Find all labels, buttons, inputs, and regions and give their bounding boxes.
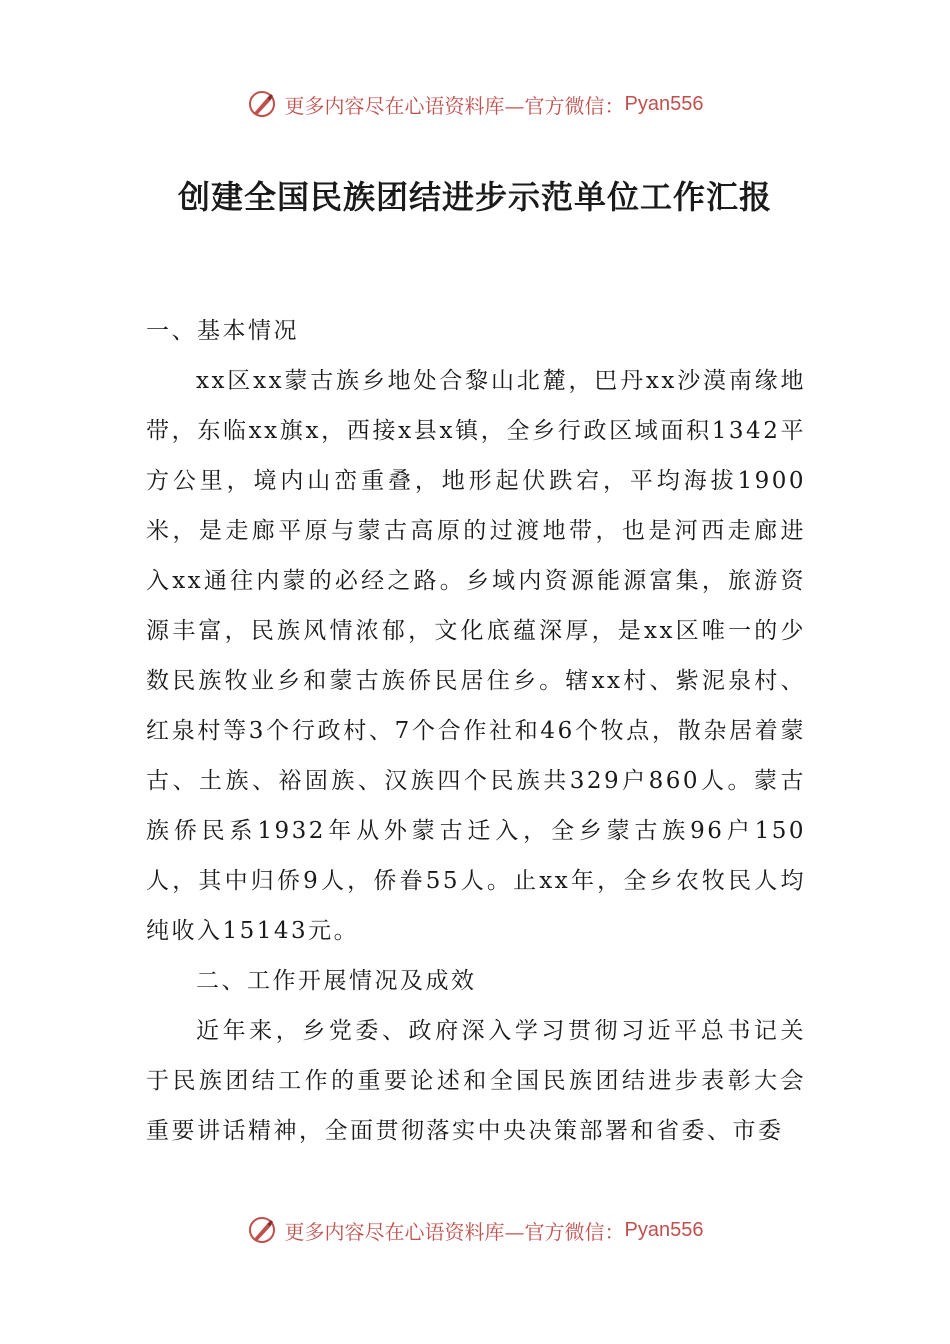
paragraph-work-progress: 近年来，乡党委、政府深入学习贯彻习近平总书记关于民族团结工作的重要论述和全国民族团结进步表彰大会重要讲话精神，全面贯彻落实中央决策部署和省委、市委	[146, 1018, 806, 1144]
watermark-wechat-id: Pyan556	[624, 1218, 704, 1241]
document-title: 创建全国民族团结进步示范单位工作汇报	[177, 178, 772, 216]
document-body	[146, 306, 806, 1156]
paragraph-basic-info: xx区xx蒙古族乡地处合黎山北麓，巴丹xx沙漠南缘地带，东临xx旗x，西接x县x镇，全乡行政区域面积1342平方公里，境内山峦重叠，地形起伏跌宕，平均海拔1900米，是走廊平原与蒙古高原的过渡地带，也是河西走廊进入xx通往内蒙的必经之路。乡域内资源能源富集，旅游资源丰富，民族风情浓郁，文化底蕴深厚，是xx区唯一的少数民族牧业乡和蒙古族侨民居住乡。辖xx村、紫泥泉村、红泉村等3个行政村、7个合作社和46个牧点，散杂居着蒙古、土族、裕固族、汉族四个民族共329户860人。蒙古族侨民系1932年从外蒙古迁入，全乡蒙古族96户150人，其中归侨9人，侨眷55人。止xx年，全乡农牧民人均纯收入15143元。	[146, 368, 806, 944]
watermark-header	[0, 86, 950, 122]
watermark-wechat-id: Pyan556	[624, 92, 704, 115]
section-heading-work-progress: 二、工作开展情况及成效	[196, 968, 477, 994]
section-heading-basic-info: 一、基本情况	[146, 318, 299, 344]
watermark-text: 更多内容尽在心语资料库—官方微信：	[284, 93, 625, 118]
watermark-text: 更多内容尽在心语资料库—官方微信：	[284, 1219, 625, 1244]
watermark-footer	[0, 1212, 950, 1248]
pen-nib-circle-icon	[247, 89, 277, 119]
pen-nib-circle-icon	[247, 1215, 277, 1245]
